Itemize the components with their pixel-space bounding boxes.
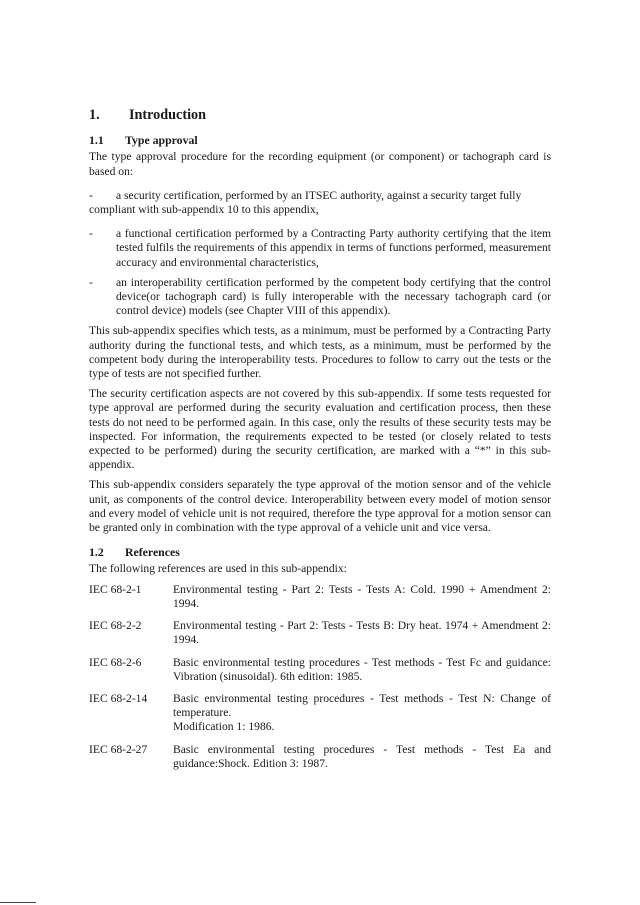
reference-row xyxy=(89,692,551,735)
paragraph-security-aspects: The security certification aspects are not covered by this sub-appendix. If some tests requested for type approval are performed during the security evaluation and certification process, then these tests do not need to be performed again. In this case, only the results of these security tests may be inspected. For information, the requirements expected to be tested (or closely related to tests expected to be performed) during the security certification, are marked with a “*” in this sub-appendix. xyxy=(89,387,551,472)
type-approval-intro: The type approval procedure for the recording equipment (or component) or tachograph card is based on: xyxy=(89,150,551,178)
section-number: 1. xyxy=(89,107,100,123)
subsection-number: 1.1 xyxy=(89,133,104,148)
reference-line: Basic environmental testing procedures - Test methods - Test N: Change of temperature. xyxy=(173,691,551,720)
subsection-heading-references xyxy=(89,545,551,559)
reference-code: IEC 68-2-1 xyxy=(89,582,142,596)
reference-description xyxy=(173,743,551,771)
paragraph-components: This sub-appendix considers separately the type approval of the motion sensor and of the vehicle unit, as components of the control device. Interoperability between every model of motion sensor and every model of vehicle unit is not required, therefore the type approval for a motion sensor can be granted only in combination with the type approval of a vehicle unit and vice versa. xyxy=(89,478,551,535)
reference-row xyxy=(89,656,551,684)
document-page xyxy=(89,108,551,779)
reference-line: Basic environmental testing procedures - Test methods - Test Ea and guidance:Shock. Edition 3: 1987. xyxy=(173,742,551,770)
subsection-title: References xyxy=(125,545,180,560)
subsection-title: Type approval xyxy=(125,133,198,148)
bullet-text: a functional certification performed by a Contracting Party authority certifying that the item tested fulfils the requirements of this appendix in terms of functions performed, measurement accuracy and environmental characteristics, xyxy=(116,227,551,269)
reference-description xyxy=(173,692,551,735)
section-title: Introduction xyxy=(129,107,206,123)
reference-line: Basic environmental testing procedures - Test methods - Test Fc and guidance: Vibration (sinusoidal). 6th edition: 1985. xyxy=(173,655,551,683)
bullet-text: an interoperability certification performed by the competent body certifying that the control device(or tachograph card) is fully interoperable with the necessary tachograph card (or control device) models (see Chapter VIII of this appendix). xyxy=(116,275,551,318)
reference-code: IEC 68-2-27 xyxy=(89,742,148,756)
footnote-rule xyxy=(0,902,36,903)
reference-line: Environmental testing - Part 2: Tests - Tests A: Cold. 1990 + Amendment 2: 1994. xyxy=(173,582,551,610)
reference-code: IEC 68-2-6 xyxy=(89,655,142,669)
subsection-heading-type-approval xyxy=(89,133,551,147)
reference-code: IEC 68-2-2 xyxy=(89,619,142,633)
reference-description xyxy=(173,619,551,647)
reference-line: Environmental testing - Part 2: Tests - Tests B: Dry heat. 1974 + Amendment 2: 1994. xyxy=(173,619,551,647)
subsection-number: 1.2 xyxy=(89,545,104,560)
reference-row xyxy=(89,743,551,771)
bullet-functional-certification xyxy=(89,227,551,270)
paragraph-scope: This sub-appendix specifies which tests, as a minimum, must be performed by a Contracting Party authority during the functional tests, and which tests, as a minimum, must be performed by the competent body during the interoperability tests. Procedures to follow to carry out the tests or the type of tests are not specified further. xyxy=(89,324,551,381)
section-heading-introduction xyxy=(89,108,551,122)
bullet-marker: - xyxy=(89,188,93,202)
reference-code: IEC 68-2-14 xyxy=(89,691,148,705)
bullet-marker: - xyxy=(89,275,93,289)
reference-description xyxy=(173,583,551,611)
reference-description xyxy=(173,656,551,684)
bullet-text: a security certification, performed by an ITSEC authority, against a security target fully compliant with sub-appendix 10 to this appendix, xyxy=(89,188,522,217)
reference-row xyxy=(89,583,551,611)
bullet-security-certification xyxy=(89,189,551,217)
bullet-interoperability-certification xyxy=(89,276,551,319)
references-intro: The following references are used in this sub-appendix: xyxy=(89,562,347,576)
reference-line: Modification 1: 1986. xyxy=(173,720,275,734)
bullet-marker: - xyxy=(89,227,93,241)
reference-row xyxy=(89,619,551,647)
